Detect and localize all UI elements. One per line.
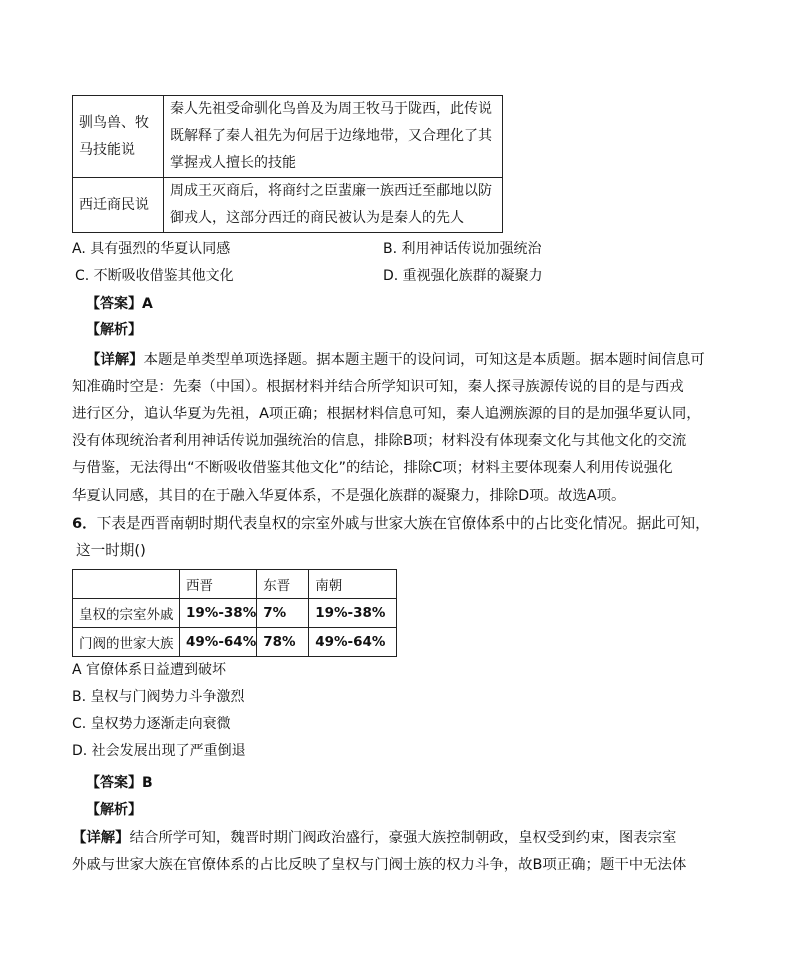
q6-answer [86, 776, 153, 790]
table-cell-content [164, 178, 503, 233]
detail-tag: 【详解】 [72, 830, 130, 846]
table-cell: 49%-64% [309, 628, 397, 657]
cell-line: 掌握戎人擅长的技能 [170, 155, 296, 171]
q6-analysis-tag: 【解析】 [86, 802, 142, 818]
q6-option-a: A 官僚体系日益遭到破坏 [72, 662, 227, 678]
q5-detail-line: 与借鉴，无法得出“不断吸收借鉴其他文化”的结论，排除C项；材料主要体现秦人利用传说强化 [72, 460, 673, 476]
q5-detail-line: 华夏认同感，其目的在于融入华夏体系，不是强化族群的凝聚力，排除D项。故选A项。 [72, 488, 626, 504]
detail-text: 本题是单类型单项选择题。据本题主题干的设问词，可知这是本质题。据本题时间信息可 [143, 352, 705, 368]
table-cell: 皇权的宗室外戚 [73, 599, 180, 628]
answer-tag: 【答案】 [86, 296, 142, 312]
table-header-cell: 东晋 [257, 570, 309, 599]
q5-option-d: D. 重视强化族群的凝聚力 [383, 268, 543, 284]
q6-option-b: B. 皇权与门阀势力斗争激烈 [72, 689, 245, 705]
table-cell: 门阀的世家大族 [73, 628, 180, 657]
q5-option-a: A. 具有强烈的华夏认同感 [72, 241, 231, 257]
table-row [73, 178, 503, 233]
answer-tag: 【答案】 [86, 775, 142, 791]
table-header-row [73, 570, 397, 599]
q6-detail-line [72, 831, 676, 845]
table-header-cell [73, 570, 180, 599]
cell-line: 西迁商民说 [79, 196, 149, 213]
answer-value: A [142, 296, 153, 312]
q6-detail-line: 外戚与世家大族在官僚体系的占比反映了皇权与门阀士族的权力斗争，故B项正确；题干中无法体 [72, 857, 687, 873]
table-row [73, 599, 397, 628]
q5-option-c: C. 不断吸收借鉴其他文化 [75, 268, 234, 284]
q5-detail-line: 知准确时空是：先秦（中国）。根据材料并结合所学知识可知，秦人探寻族源传说的目的是与西戎 [72, 379, 684, 395]
detail-text: 结合所学可知，魏晋时期门阀政治盛行，豪强大族控制朝政，皇权受到约束，图表宗室 [129, 830, 677, 846]
q5-option-b: B. 利用神话传说加强统治 [383, 241, 542, 257]
cell-line: 御戎人，这部分西迁的商民被认为是秦人的先人 [170, 210, 464, 226]
q5-detail-line [86, 353, 705, 367]
table-cell-label [73, 96, 164, 178]
table-cell: 78% [257, 628, 309, 657]
q6-stem-line2: 这一时期() [76, 542, 146, 559]
origin-legend-table [72, 95, 503, 233]
cell-line: 周成王灭商后，将商纣之臣蜚廉一族西迁至郙地以防 [170, 183, 492, 199]
q6-option-c: C. 皇权势力逐渐走向衰微 [72, 716, 231, 732]
cell-line: 既解释了秦人祖先为何居于边缘地带，又合理化了其 [170, 128, 492, 144]
question-number: 6． [72, 515, 97, 532]
table-cell-content [164, 96, 503, 178]
cell-line: 马技能说 [79, 141, 135, 158]
table-cell: 19%-38% [180, 599, 257, 628]
table-row [73, 628, 397, 657]
q5-detail-line: 进行区分，追认华夏为先祖，A项正确；根据材料信息可知，秦人追溯族源的目的是加强华夏认同， [72, 406, 701, 422]
answer-value: B [142, 775, 153, 791]
table-header-cell: 南朝 [309, 570, 397, 599]
q6-option-d: D. 社会发展出现了严重倒退 [72, 743, 246, 759]
q5-analysis-tag: 【解析】 [86, 322, 142, 338]
table-cell-label [73, 178, 164, 233]
table-cell: 7% [257, 599, 309, 628]
cell-line: 秦人先祖受命驯化鸟兽及为周王牧马于陇西，此传说 [170, 101, 492, 117]
q5-answer [86, 297, 153, 311]
table-header-cell: 西晋 [180, 570, 257, 599]
table-row [73, 96, 503, 178]
table-cell: 19%-38% [309, 599, 397, 628]
detail-tag: 【详解】 [86, 352, 144, 368]
q6-stem [72, 517, 710, 532]
official-ratio-table [72, 569, 397, 657]
stem-text: 下表是西晋南朝时期代表皇权的宗室外戚与世家大族在官僚体系中的占比变化情况。据此可知， [96, 515, 710, 532]
table-cell: 49%-64% [180, 628, 257, 657]
cell-line: 驯鸟兽、牧 [79, 114, 149, 131]
q5-detail-line: 没有体现统治者利用神话传说加强统治的信息，排除B项；材料没有体现秦文化与其他文化的交流 [72, 433, 687, 449]
